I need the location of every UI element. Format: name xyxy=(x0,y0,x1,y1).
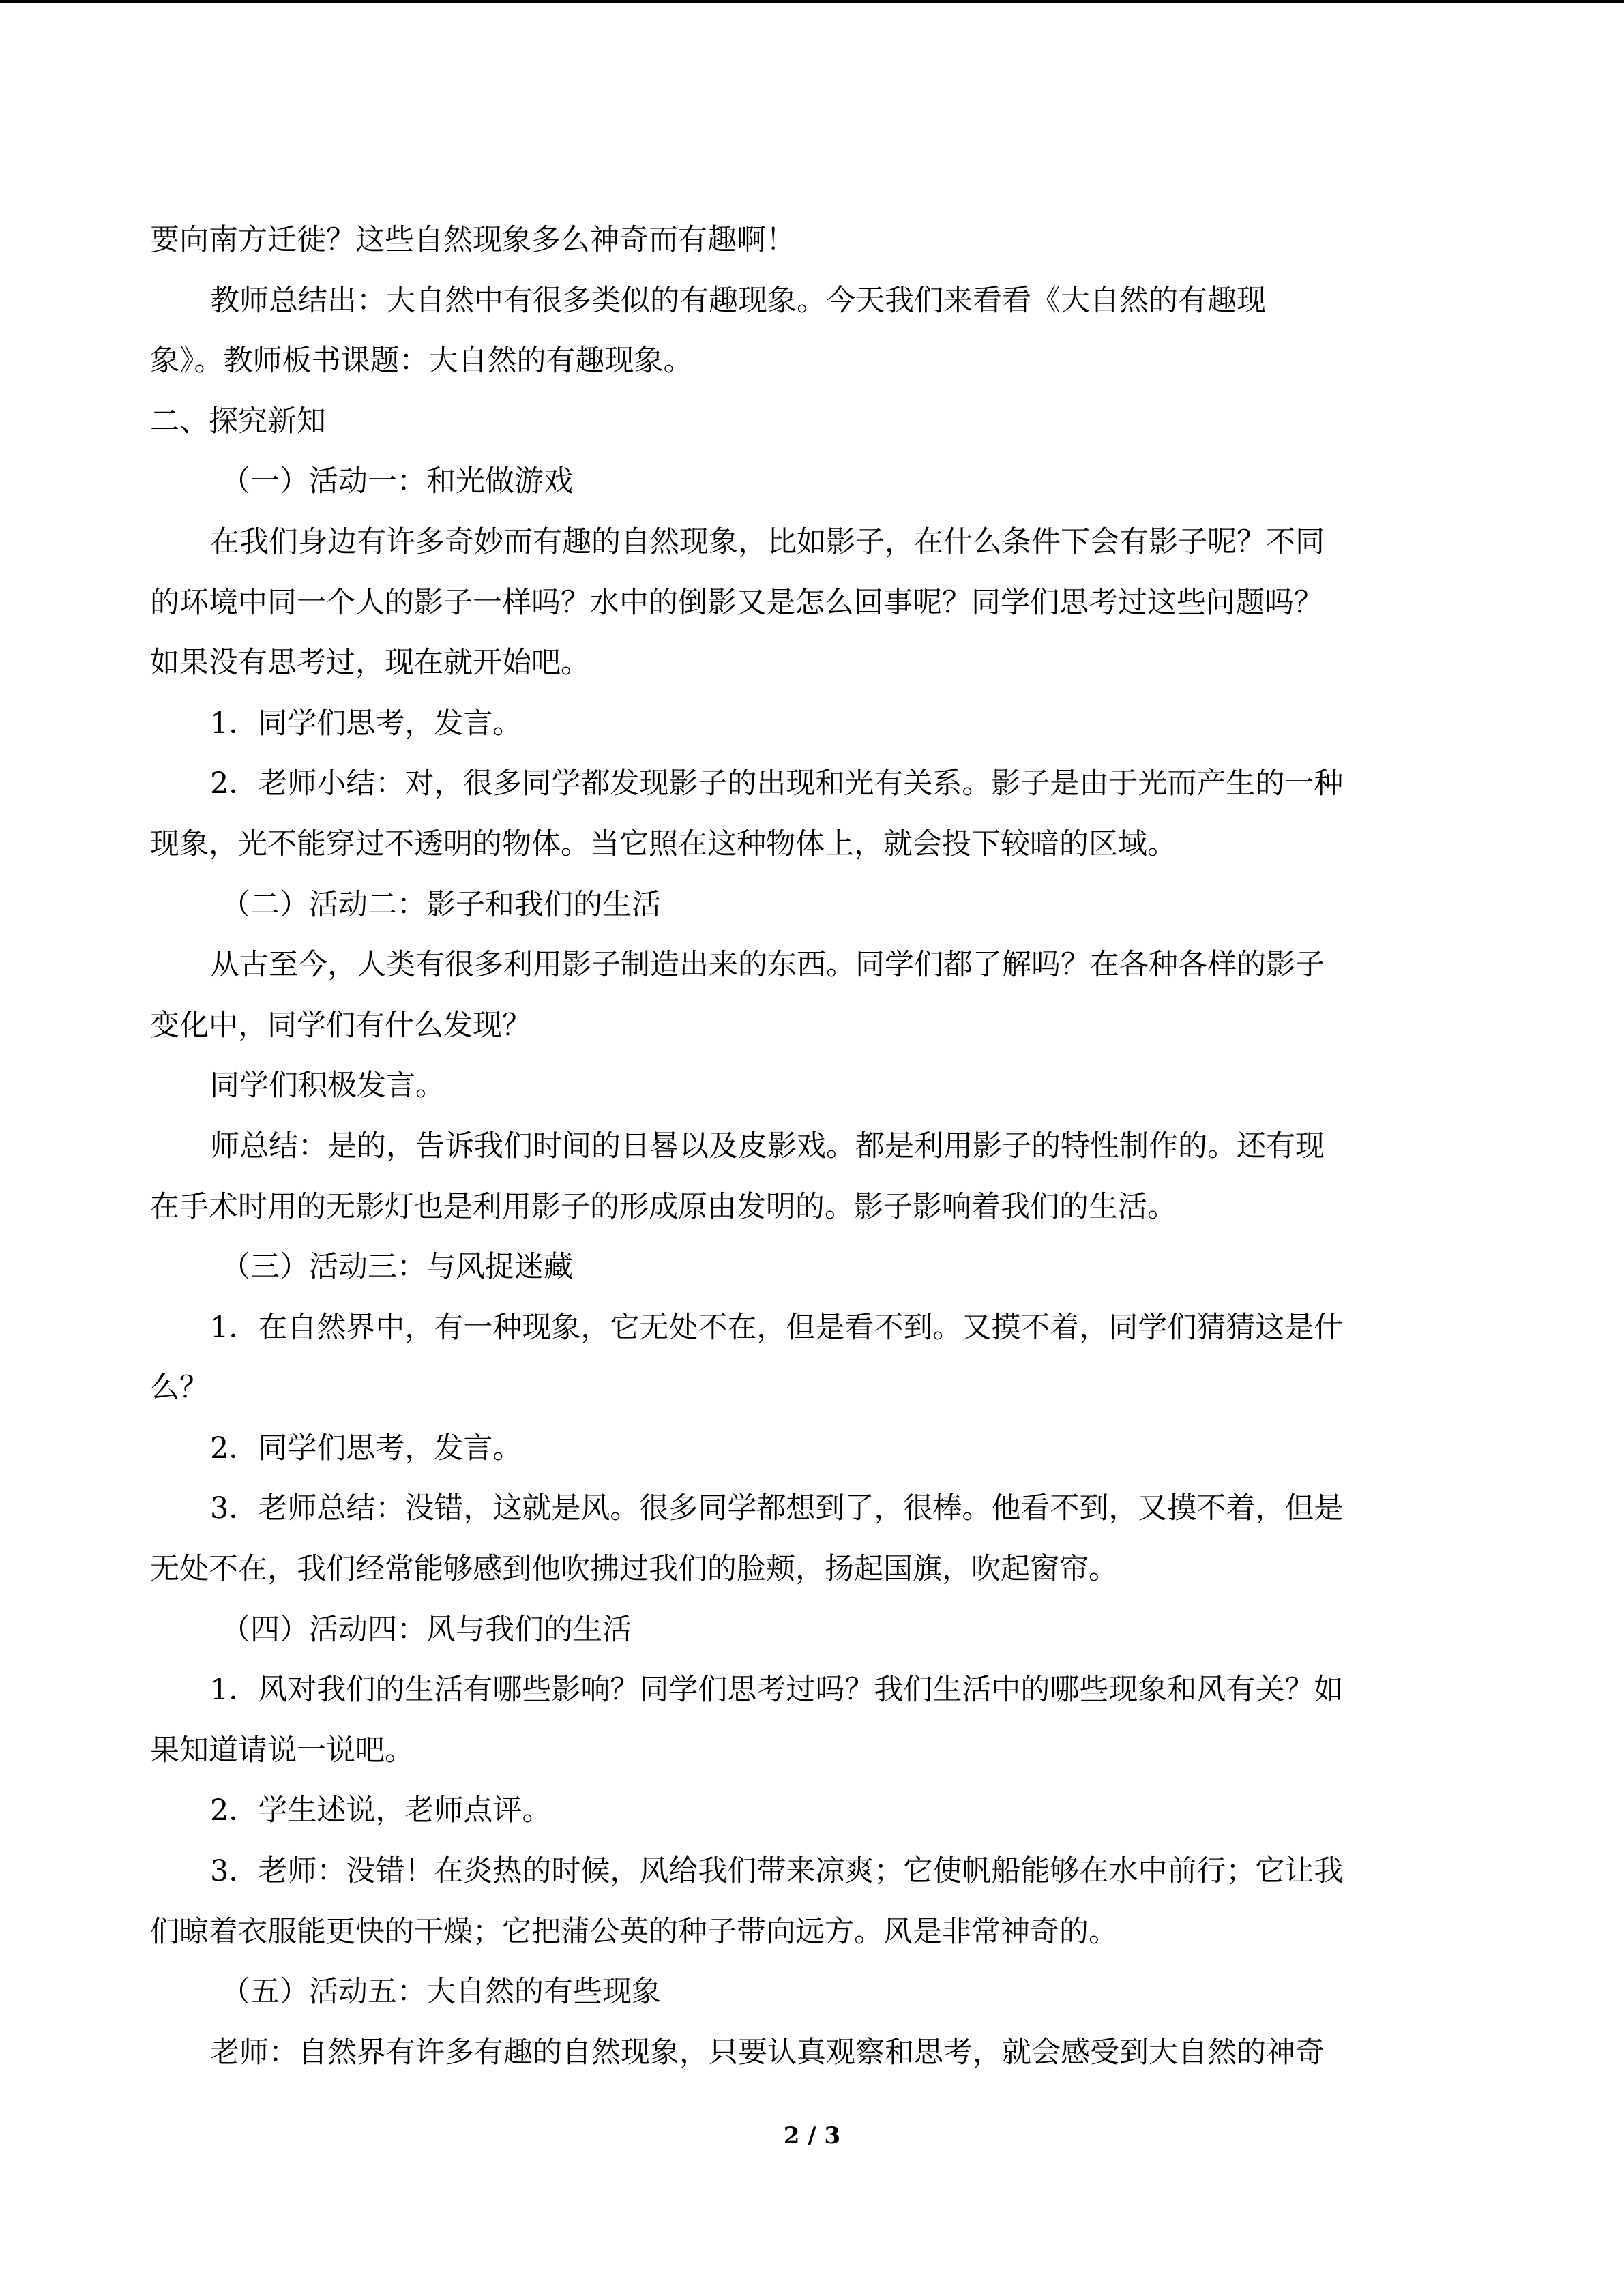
text-line: 在手术时用的无影灯也是利用影子的形成原由发明的。影子影响着我们的生活。 xyxy=(150,1189,1177,1224)
list-item: 2．老师小结：对，很多同学都发现影子的出现和光有关系。影子是由于光而产生的一种 xyxy=(210,766,1344,801)
text-line: 在我们身边有许多奇妙而有趣的自然现象，比如影子，在什么条件下会有影子呢？不同 xyxy=(210,524,1325,559)
list-item: 3．老师：没错！在炎热的时候，风给我们带来凉爽；它使帆船能够在水中前行；它让我 xyxy=(210,1854,1344,1889)
text-line: 变化中，同学们有什么发现？ xyxy=(150,1008,531,1043)
list-item: 1．同学们思考，发言。 xyxy=(210,706,522,741)
text-line: 现象，光不能穿过不透明的物体。当它照在这种物体上，就会投下较暗的区域。 xyxy=(150,826,1177,861)
list-item: 2．学生述说，老师点评。 xyxy=(210,1793,552,1828)
top-border-line xyxy=(0,0,1624,3)
list-item: 2．同学们思考，发言。 xyxy=(210,1431,522,1465)
document-body xyxy=(150,210,1487,2083)
text-line: 如果没有思考过，现在就开始吧。 xyxy=(150,646,590,681)
text-line: 师总结：是的，告诉我们时间的日晷以及皮影戏。都是利用影子的特性制作的。还有现 xyxy=(210,1129,1325,1163)
section-heading: 二、探究新知 xyxy=(150,404,326,438)
text-line: 同学们积极发言。 xyxy=(210,1069,445,1103)
activity-heading: （四）活动四：风与我们的生活 xyxy=(221,1612,632,1647)
text-line: 果知道请说一说吧。 xyxy=(150,1733,414,1768)
text-line: 从古至今，人类有很多利用影子制造出来的东西。同学们都了解吗？在各种各样的影子 xyxy=(210,948,1325,983)
text-line: 要向南方迁徙？这些自然现象多么神奇而有趣啊！ xyxy=(150,223,795,257)
page-number: 2 / 3 xyxy=(783,2122,841,2149)
activity-heading: （一）活动一：和光做游戏 xyxy=(221,464,573,499)
text-line: 无处不在，我们经常能够感到他吹拂过我们的脸颊，扬起国旗，吹起窗帘。 xyxy=(150,1552,1118,1587)
list-item: 1．风对我们的生活有哪些影响？同学们思考过吗？我们生活中的哪些现象和风有关？如 xyxy=(210,1673,1344,1708)
activity-heading: （二）活动二：影子和我们的生活 xyxy=(221,887,661,922)
text-line: 们晾着衣服能更快的干燥；它把蒲公英的种子带向远方。风是非常神奇的。 xyxy=(150,1914,1118,1949)
activity-heading: （五）活动五：大自然的有些现象 xyxy=(221,1975,661,2010)
text-line: 象》。教师板书课题：大自然的有趣现象。 xyxy=(150,344,693,378)
text-line: 的环境中同一个人的影子一样吗？水中的倒影又是怎么回事呢？同学们思考过这些问题吗？ xyxy=(150,585,1323,620)
list-item: 3．老师总结：没错，这就是风。很多同学都想到了，很棒。他看不到，又摸不着，但是 xyxy=(210,1491,1344,1526)
text-line: 老师：自然界有许多有趣的自然现象，只要认真观察和思考，就会感受到大自然的神奇 xyxy=(210,2035,1325,2070)
text-line: 教师总结出：大自然中有很多类似的有趣现象。今天我们来看看《大自然的有趣现 xyxy=(210,283,1266,318)
activity-heading: （三）活动三：与风捉迷藏 xyxy=(221,1250,573,1285)
text-line: 么？ xyxy=(150,1371,209,1405)
list-item: 1．在自然界中，有一种现象，它无处不在，但是看不到。又摸不着，同学们猜猜这是什 xyxy=(210,1310,1344,1345)
